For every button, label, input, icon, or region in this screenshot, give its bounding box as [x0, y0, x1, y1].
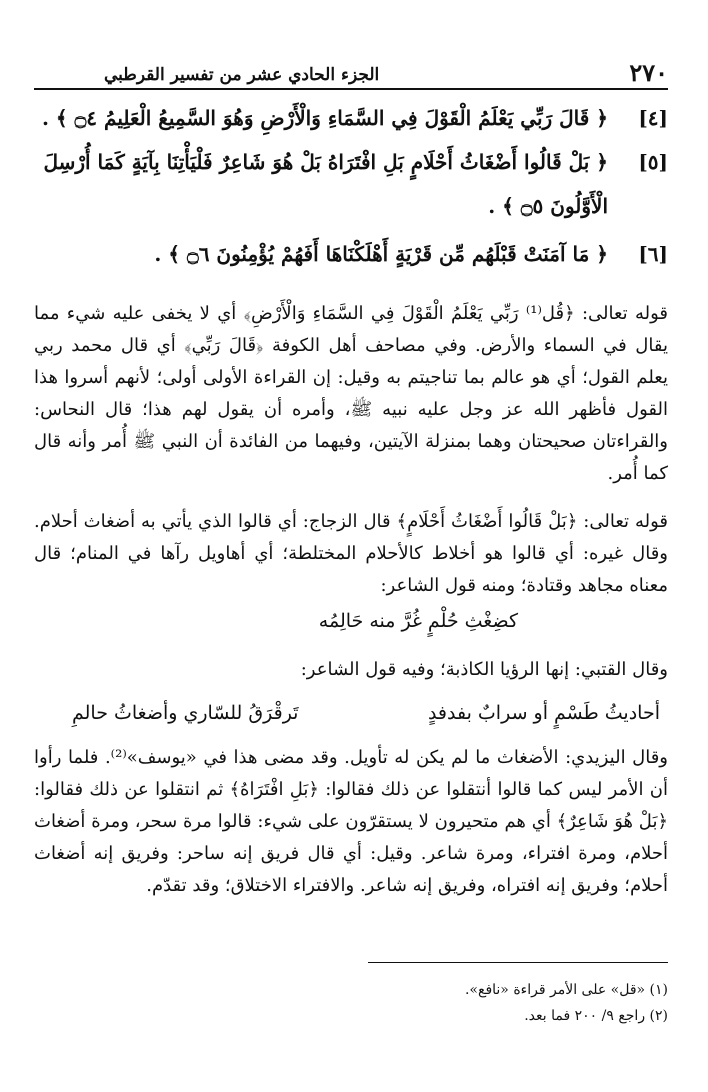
- page-header: [34, 50, 668, 90]
- page-number: ٢٧٠: [629, 58, 668, 87]
- verse-text: ﴿ قَالَ رَبِّي يَعْلَمُ الْقَوْلَ فِي السَّمَاءِ وَالْأَرْضِ وَهُوَ السَّمِيعُ الْعَلِيمُ ۝٤ ﴾ .: [41, 106, 608, 130]
- commentary-paragraph: قوله تعالى: ﴿بَلْ قَالُوا أَضْغَاثُ أَحْلَامٍ﴾ قال الزجاج: أي قالوا الذي يأتي به أضغاث أحلام. وقال غيره: أي قالوا هو أخلاط كالأحلام المختلطة؛ أي أهاويل رآها في المنام؛ قال معناه مجاهد وقتادة؛ ومنه قول الشاعر:: [34, 511, 668, 596]
- verse-number: [٤]: [638, 106, 668, 130]
- verse-6: [34, 232, 668, 276]
- poem-hemistich-second: تَرقْرَقُ للسّاري وأضغاثُ حالمِ: [72, 702, 299, 724]
- verse-5: [34, 140, 668, 228]
- footnote: (١) «قل» على الأمر قراءة «نافع».: [464, 982, 668, 998]
- poem-couplet: [34, 696, 668, 730]
- commentary-paragraph: وقال القتبي: إنها الرؤيا الكاذبة؛ وفيه قول الشاعر:: [300, 659, 668, 680]
- commentary-paragraph: وقال اليزيدي: الأضغاث ما لم يكن له تأويل. وقد مضى هذا في «يوسف»⁽²⁾. فلما رأوا أن الأمر ليس كما قالوا أنتقلوا عن ذلك فقالوا: ﴿بَلِ افْتَرَاهُ﴾ ثم انتقلوا عن ذلك فقالوا: ﴿بَلْ هُوَ شَاعِرٌ﴾ أي هم متحيرون لا يستقرّون على شيء: قالوا مرة سحر، ومرة أضغاث أحلام، ومرة افتراء، ومرة شاعر. وقيل: أي قال فريق إنه ساحر: وفريق إنه أضغاث أحلام؛ وفريق إنه افتراه، وفريق إنه شاعر. والافتراء الاختلاق؛ وقد تقدّم.: [34, 747, 668, 896]
- verse-number: [٥]: [638, 150, 668, 174]
- poem-hemistich-first: أحاديثُ طَسْمٍ أو سرابٌ بفدفدٍ: [427, 702, 660, 724]
- footnote: (٢) راجع ٩/ ٢٠٠ فما بعد.: [524, 1008, 668, 1024]
- verse-number: [٦]: [638, 242, 668, 266]
- poem-line: كضِغْثِ حُلْمٍ غُرَّ منه حَالِمُه: [318, 610, 518, 632]
- verse-text: ﴿ مَا آمَنَتْ قَبْلَهُم مِّن قَرْيَةٍ أَهْلَكْنَاهَا أَفَهُمْ يُؤْمِنُونَ ۝٦ ﴾ .: [154, 242, 608, 266]
- verse-text: ﴿ بَلْ قَالُوا أَضْغَاثُ أَحْلَامٍ بَلِ افْتَرَاهُ بَلْ هُوَ شَاعِرٌ فَلْيَأْتِنَا بِآيَةٍ كَمَا أُرْسِلَ الْأَوَّلُونَ ۝٥ ﴾ .: [43, 150, 608, 218]
- footnotes: [368, 962, 668, 1029]
- verse-4: [34, 96, 668, 140]
- running-title: الجزء الحادي عشر من تفسير القرطبي: [104, 65, 380, 85]
- commentary-paragraph: قوله تعالى: ﴿قُل⁽¹⁾ رَبِّي يَعْلَمُ الْقَوْلَ فِي السَّمَاءِ وَالْأَرْضِ﴾ أي لا يخفى عليه شيء مما يقال في السماء والأرض. وفي مصاحف أهل الكوفة ﴿قَالَ رَبِّي﴾ أي قال محمد ربي يعلم القول؛ أي هو عالم بما تناجيتم به وقيل: إن القراءة الأولى أولى؛ لأنهم أسروا هذا القول فأظهر الله عز وجل عليه نبيه ﷺ، وأمره أن يقول لهم هذا؛ قال النحاس: والقراءتان صحيحتان وهما بمنزلة الآيتين، وفيهما من الفائدة أن النبي ﷺ أُمر وأنه قال كما أُمر.: [34, 303, 668, 484]
